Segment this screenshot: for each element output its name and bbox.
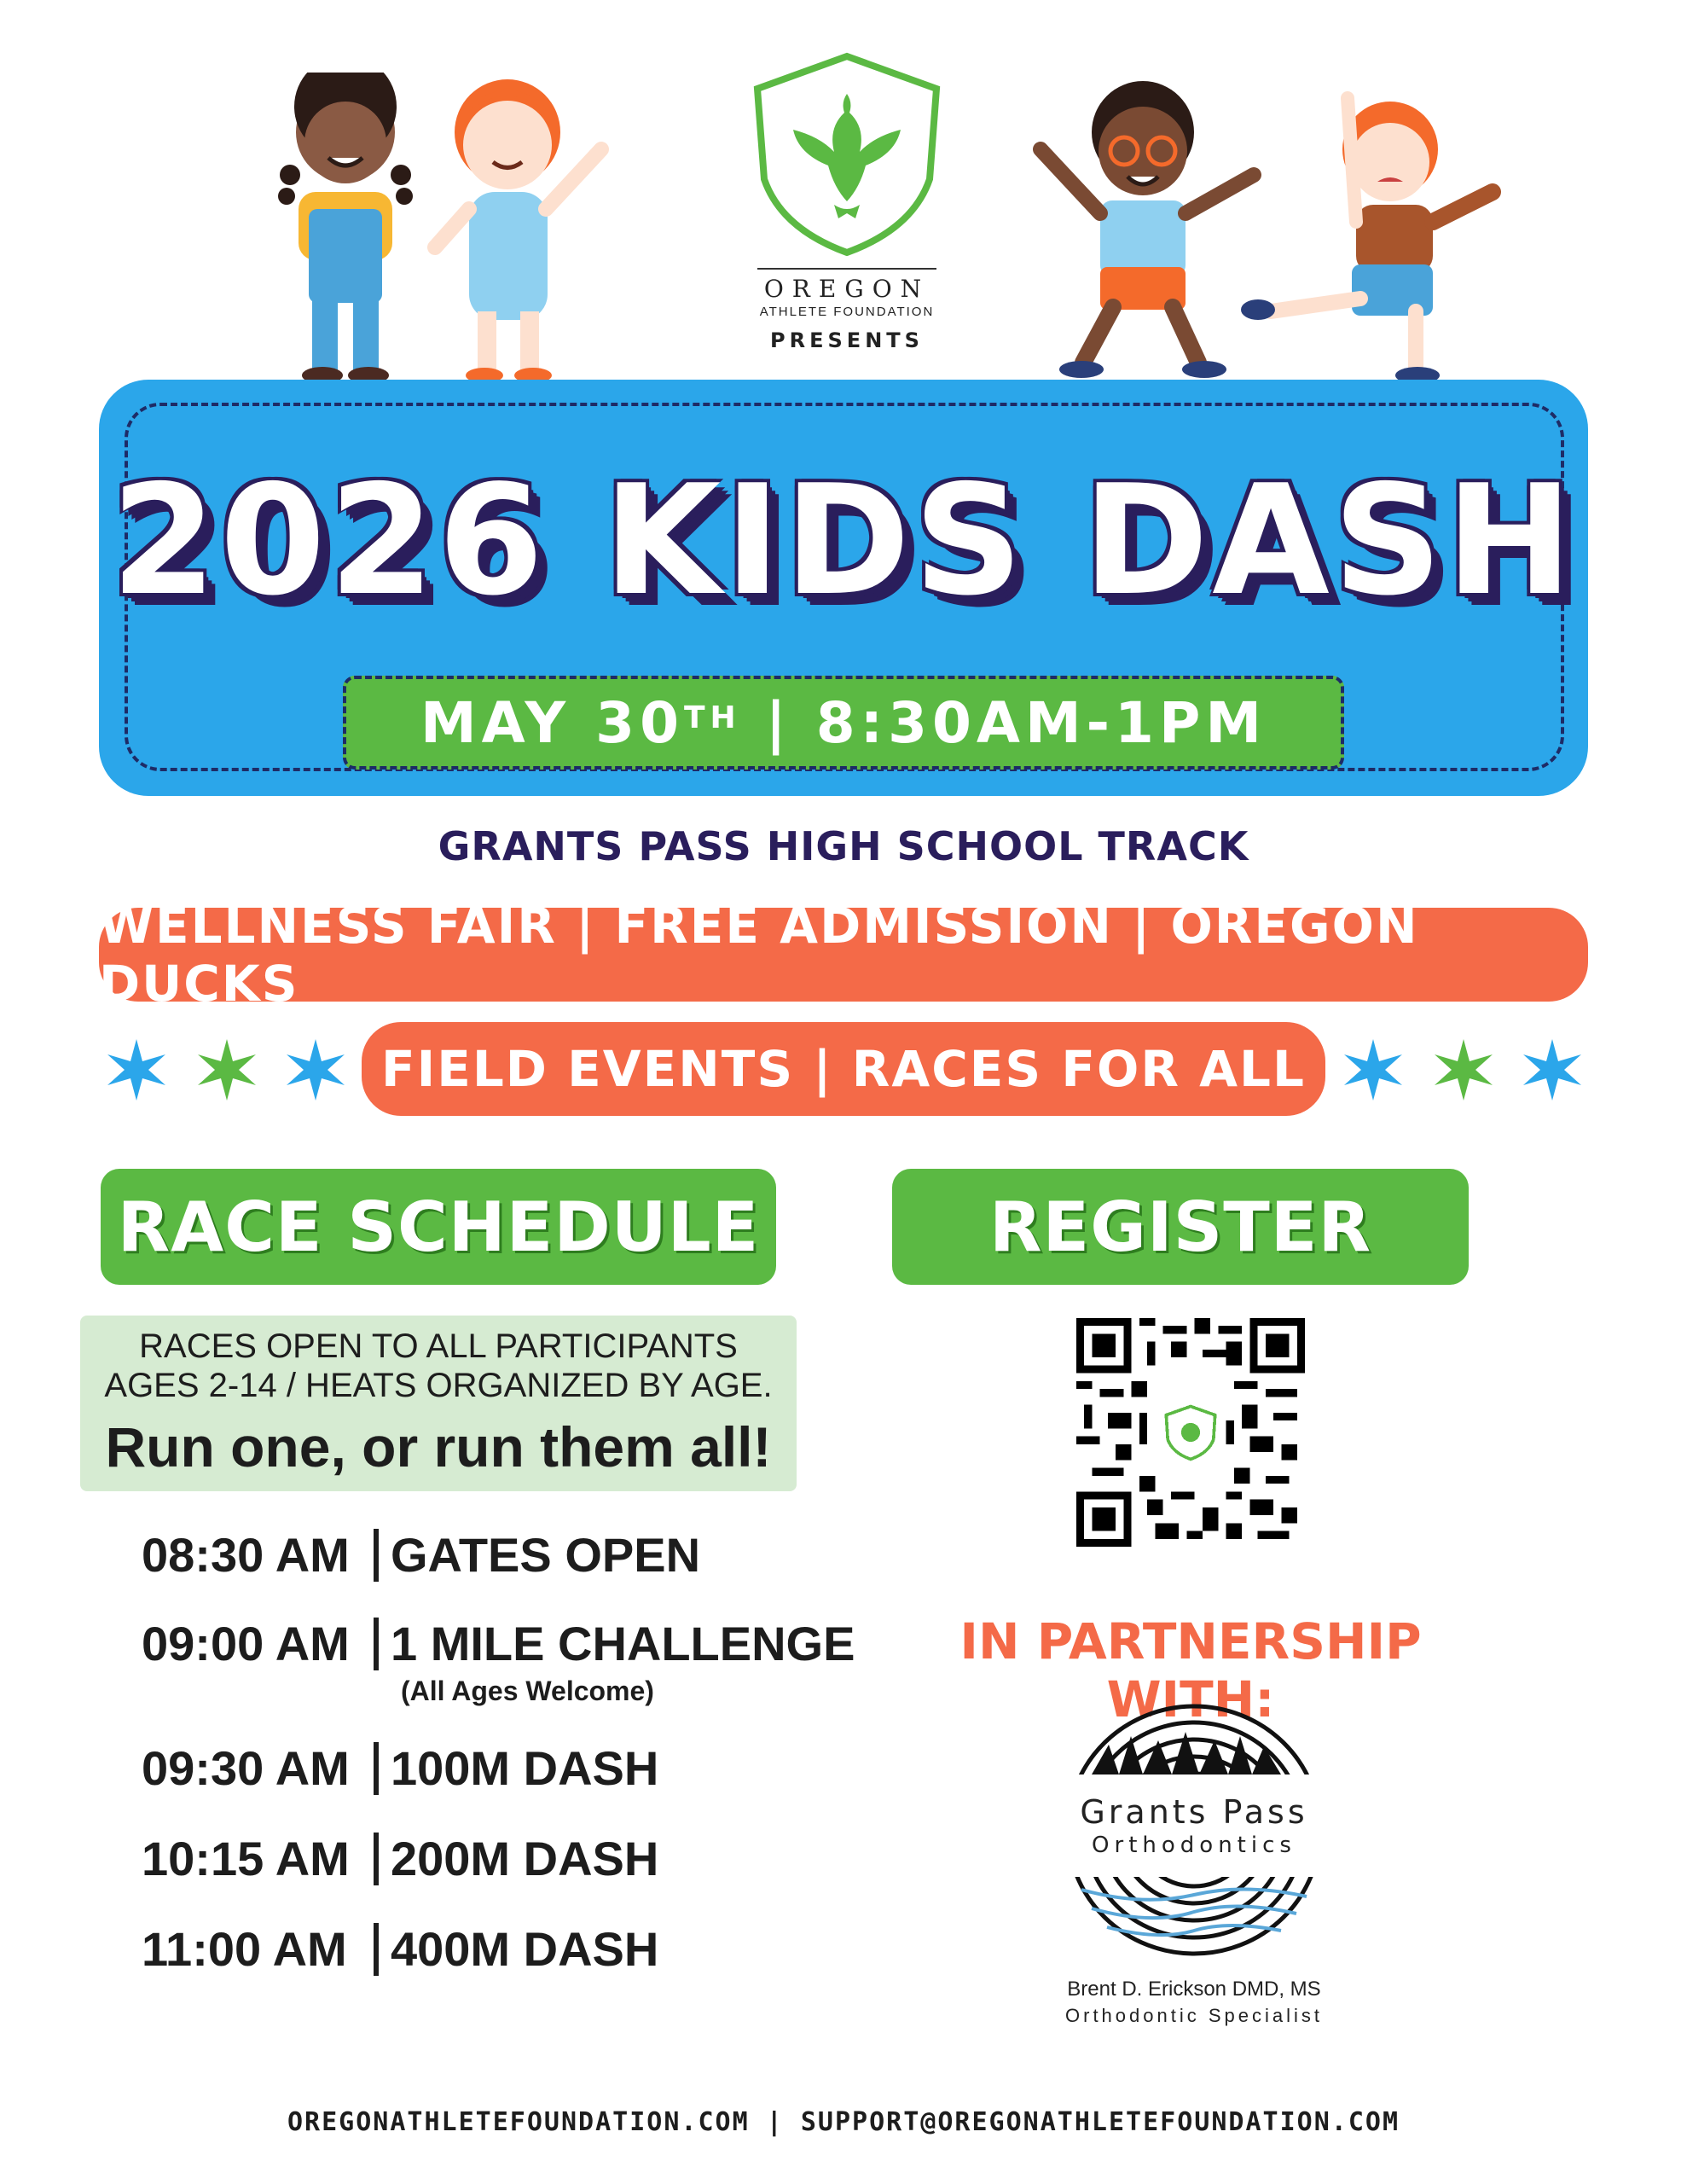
star-icon xyxy=(102,1036,171,1104)
features-pill-primary: WELLNESS FAIR | FREE ADMISSION | OREGON DUCKS xyxy=(99,908,1588,1002)
oregon-athlete-foundation-logo xyxy=(740,51,954,319)
logo-wordmark: OREGON xyxy=(763,275,930,303)
schedule-divider xyxy=(374,1833,379,1885)
star-icon xyxy=(193,1036,261,1104)
note-line-1: RACES OPEN TO ALL PARTICIPANTS xyxy=(139,1327,738,1365)
schedule-time: 11:00 AM xyxy=(142,1922,347,1976)
schedule-event: 400M DASH xyxy=(391,1922,659,1976)
schedule-row xyxy=(142,1527,700,1585)
kid-girl-overalls-illustration xyxy=(256,73,435,388)
schedule-time: 08:30 AM xyxy=(142,1528,350,1582)
schedule-time: 10:15 AM xyxy=(142,1832,350,1885)
presents-label: PRESENTS xyxy=(770,328,924,352)
partnership-heading: IN PARTNERSHIP WITH: xyxy=(959,1612,1422,1728)
logo-divider xyxy=(757,268,936,270)
event-date-suffix: TH xyxy=(684,700,741,735)
event-date: MAY 30 xyxy=(420,689,684,756)
schedule-row xyxy=(142,1740,658,1798)
star-icon xyxy=(1429,1036,1498,1104)
date-time-pill xyxy=(343,676,1344,770)
partner-doctor: Brent D. Erickson DMD, MS xyxy=(1067,1978,1321,2001)
kid-boy-jumping-illustration xyxy=(1220,81,1501,388)
schedule-event: 200M DASH xyxy=(391,1832,659,1885)
note-tagline: Run one, or run them all! xyxy=(105,1415,772,1478)
venue-label: GRANTS PASS HIGH SCHOOL TRACK xyxy=(438,823,1249,869)
schedule-row xyxy=(142,1921,658,1979)
star-icon xyxy=(1518,1036,1586,1104)
qr-code-icon[interactable] xyxy=(1076,1318,1305,1547)
star-icon xyxy=(281,1036,350,1104)
schedule-event: 100M DASH xyxy=(391,1741,659,1795)
event-time: | 8:30AM-1PM xyxy=(740,689,1267,756)
race-schedule-heading: RACE SCHEDULE xyxy=(101,1169,776,1285)
star-icon xyxy=(1339,1036,1407,1104)
partner-name: Grants Pass xyxy=(1006,1793,1382,1831)
schedule-divider xyxy=(374,1529,379,1582)
schedule-divider xyxy=(374,1618,379,1670)
note-line-2: AGES 2-14 / HEATS ORGANIZED BY AGE. xyxy=(104,1367,773,1404)
schedule-event-note: (All Ages Welcome) xyxy=(401,1676,654,1706)
kid-girl-waving-illustration xyxy=(418,64,623,388)
schedule-row xyxy=(142,1831,658,1889)
event-title: 2026 KIDS DASH xyxy=(110,452,1577,629)
partner-specialty: Orthodontic Specialist xyxy=(1065,2005,1323,2026)
shield-duck-icon xyxy=(751,51,943,256)
schedule-divider xyxy=(374,1742,379,1795)
schedule-time: 09:30 AM xyxy=(142,1741,350,1795)
register-heading: REGISTER xyxy=(892,1169,1469,1285)
schedule-row xyxy=(142,1616,855,1674)
schedule-divider xyxy=(374,1923,379,1976)
schedule-event: 1 MILE CHALLENGE xyxy=(391,1617,855,1670)
schedule-time: 09:00 AM xyxy=(142,1617,350,1670)
logo-subtitle: ATHLETE FOUNDATION xyxy=(759,305,935,319)
participants-note xyxy=(80,1316,797,1491)
features-pill-secondary: FIELD EVENTS | RACES FOR ALL xyxy=(362,1022,1325,1116)
schedule-event: GATES OPEN xyxy=(391,1528,701,1582)
partner-name-sub: Orthodontics xyxy=(1092,1833,1296,1858)
footer-contact: OREGONATHLETEFOUNDATION.COM | SUPPORT@OREGONATHLETEFOUNDATION.COM xyxy=(287,2107,1400,2137)
